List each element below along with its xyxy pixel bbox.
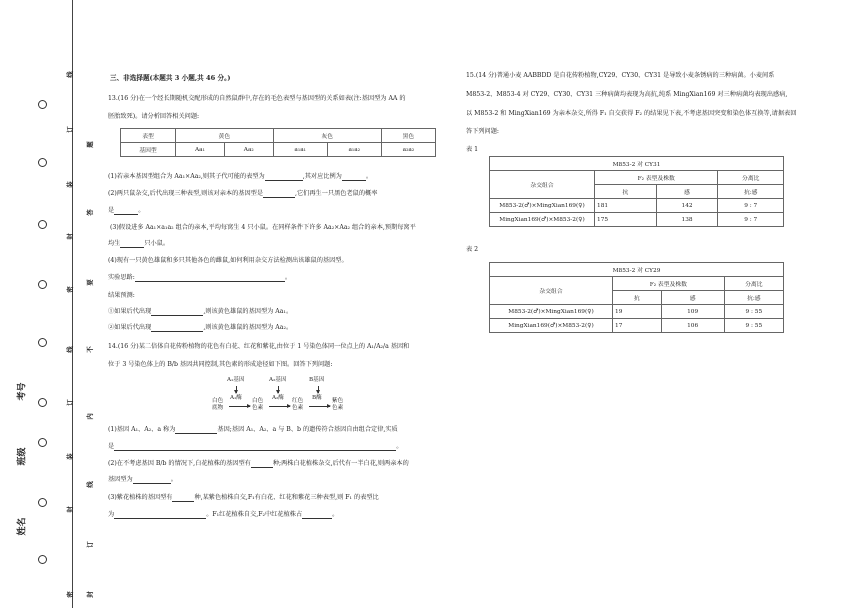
- q15-intro-3: 以 M853-2 和 MingXian169 为亲本杂交,所得 F₁ 自交获得 F₂ 的结果见下表,不考虑基因突变和染色体互换等,请据表回: [466, 110, 797, 117]
- q13-part3: (3)假设进多 Aa₁×a₁a₂ 组合的亲本,平均每窝生 4 只小鼠。在同样条件下许多 Aa₂×Aa₂ 组合的亲本,预期每窝平: [110, 224, 416, 231]
- q13-part1: (1)若亲本基因型组合为 Aa₁×Aa₂,则其子代可能的表型为 ,其对应比例为 。: [108, 173, 373, 180]
- table-cell: Aa₂: [224, 143, 273, 157]
- q13-intro-2: 胚胎致死)。请分析回答相关问题:: [108, 113, 200, 120]
- table2-label: 表 2: [466, 246, 479, 253]
- gene-a2: A₂基因: [269, 377, 287, 383]
- table-cell: 109: [661, 305, 724, 319]
- table-header: F₂ 表型及株数: [595, 171, 718, 185]
- arrow-down: [318, 386, 319, 393]
- answer-blank[interactable]: [135, 275, 285, 282]
- table-header: 分离比: [724, 277, 783, 291]
- q13-intro-1: 13.(16 分)在一个经长期随机交配形成的自然鼠群中,存在的毛色表型与基因型的关系如表(注:基因型为 AA 的: [108, 95, 406, 102]
- arrow-right: [229, 406, 250, 407]
- table-cell: 9 : 7: [718, 199, 784, 213]
- table-cell: a₁a₂: [327, 143, 381, 157]
- answer-blank[interactable]: [120, 241, 144, 248]
- q13-result-2: ②如果后代出现 ,则该黄色雄鼠的基因型为 Aa₂。: [108, 324, 293, 331]
- arrow-down: [236, 386, 237, 393]
- q13-part2-cont: 是 。: [108, 207, 145, 214]
- seal-char: 装: [65, 181, 74, 188]
- binding-hole: [38, 220, 47, 229]
- margin-char: 题: [85, 141, 94, 148]
- q14-intro-2: 位于 3 号染色体上的 B/b 基因共同控制,其色素的形成途径如下图。回答下列问题:: [108, 361, 333, 368]
- q14-part2-cont: 基因型为 。: [108, 476, 177, 483]
- q13-part4: (4)现有一只黄色雄鼠和多只其他各色的雌鼠,如何利用杂交方法检测出该雄鼠的基因型。: [108, 257, 348, 264]
- margin-char: 封: [85, 591, 94, 598]
- seal-char: 装: [65, 453, 74, 460]
- table-cell: 9 : 55: [724, 319, 783, 333]
- seal-char: 线: [65, 71, 74, 78]
- table-title: M853-2 对 CY31: [490, 157, 784, 171]
- q14-part1: (1)基因 A₁、A₂、a 称为 基因;基因 A₁、A₂、a 与 B、b 的遗传符合基因自由组合定律,实质: [108, 426, 398, 433]
- margin-char: 内: [85, 413, 94, 420]
- table-row: [490, 213, 784, 227]
- q13-result-1: ①如果后代出现 ,则该黄色雄鼠的基因型为 Aa₁。: [108, 308, 293, 315]
- table-cell: 表型: [121, 129, 176, 143]
- seal-char: 订: [65, 126, 74, 133]
- arrow-down: [278, 386, 279, 393]
- purple-pigment: 紫色 色素: [332, 398, 344, 411]
- table-cell: 灰色: [273, 129, 381, 143]
- white-substrate: 白色 底物: [212, 398, 224, 411]
- q14-part3-cont: 为 。F₁红花植株自交,F₂中红花植株占 。: [108, 511, 339, 518]
- table-cell: 19: [613, 305, 662, 319]
- margin-char: 答: [85, 209, 94, 216]
- table-header: F₂ 表型及株数: [613, 277, 725, 291]
- seal-char: 封: [65, 233, 74, 240]
- seal-char: 密: [65, 591, 74, 598]
- table-cell: 181: [595, 199, 657, 213]
- table1-label: 表 1: [466, 146, 479, 153]
- gene-b: B基因: [309, 377, 325, 383]
- answer-blank[interactable]: [265, 174, 303, 181]
- table-row: [490, 319, 784, 333]
- answer-blank[interactable]: [175, 427, 217, 434]
- table-header: 抗:感: [724, 291, 783, 305]
- answer-blank[interactable]: [114, 444, 396, 451]
- binding-line: [72, 0, 73, 608]
- answer-blank[interactable]: [172, 495, 194, 502]
- q14-part2: (2)在不考虑基因 B/b 的情况下,白花植株的基因型有 种;两株白花植株杂交,后代有一半白花,则两亲本的: [108, 460, 409, 467]
- white-pigment: 白色 色素: [252, 398, 264, 411]
- table-cell: Aa₁: [176, 143, 225, 157]
- answer-blank[interactable]: [114, 208, 138, 215]
- margin-char: 线: [85, 481, 94, 488]
- table-header: 分离比: [718, 171, 784, 185]
- binding-hole: [38, 398, 47, 407]
- arrow-right: [269, 406, 290, 407]
- q13-genotype-table: [120, 128, 436, 157]
- q13-prediction: 结果预测:: [108, 292, 135, 299]
- q14-part1-cont: 是 。: [108, 443, 403, 450]
- exam-number-label: 考号: [17, 382, 28, 401]
- table-title: M853-2 对 CY29: [490, 263, 784, 277]
- table-cell: a₂a₂: [381, 143, 435, 157]
- table-cell: 9 : 7: [718, 213, 784, 227]
- table-cell: 黑色: [381, 129, 435, 143]
- margin-char: 订: [85, 541, 94, 548]
- q15-intro-4: 答下列问题:: [466, 128, 500, 135]
- table-cell: 17: [613, 319, 662, 333]
- margin-char: 不: [85, 346, 94, 353]
- seal-char: 密: [65, 286, 74, 293]
- binding-hole: [38, 100, 47, 109]
- answer-blank[interactable]: [133, 477, 171, 484]
- table-cell: 9 : 55: [724, 305, 783, 319]
- table-cell: M853-2(♂)×MingXian169(♀): [490, 199, 595, 213]
- table-header: 抗: [595, 185, 657, 199]
- answer-blank[interactable]: [302, 512, 332, 519]
- table-cell: 基因型: [121, 143, 176, 157]
- class-label: 班级: [17, 447, 28, 466]
- table-header: 抗: [613, 291, 662, 305]
- seal-char: 订: [65, 399, 74, 406]
- table-cell: M853-2(♂)×MingXian169(♀): [490, 305, 613, 319]
- red-pigment: 红色 色素: [292, 398, 304, 411]
- table-cell: 142: [656, 199, 718, 213]
- answer-blank[interactable]: [251, 461, 273, 468]
- q15-intro-1: 15.(14 分)普通小麦 AABBDD 是自花传粉植物,CY29、CY30、CY31 是导致小麦条锈病的三种病菌。小麦间系: [466, 72, 775, 79]
- table-cell: 黄色: [176, 129, 274, 143]
- table-header: 感: [656, 185, 718, 199]
- enzyme-b: B酶: [312, 395, 322, 401]
- seal-char: 线: [65, 346, 74, 353]
- binding-hole: [38, 498, 47, 507]
- binding-hole: [38, 438, 47, 447]
- answer-blank[interactable]: [114, 512, 206, 519]
- section-title: 三、非选择题(本题共 3 小题,共 46 分。): [110, 74, 231, 82]
- q14-part3: (3)紫花植株的基因型有 种,某紫色植株自交,F₁有白花、红花和紫花三种表型,则 F₁ 的表型比: [108, 494, 379, 501]
- answer-blank[interactable]: [342, 174, 366, 181]
- table-header: 抗:感: [718, 185, 784, 199]
- answer-blank[interactable]: [151, 309, 203, 316]
- q13-part3-cont: 均生 只小鼠。: [108, 240, 170, 247]
- binding-hole: [38, 555, 47, 564]
- table-cell: 106: [661, 319, 724, 333]
- table-row: [490, 305, 784, 319]
- margin-char: 要: [85, 279, 94, 286]
- enzyme-a2: A₂酶: [272, 395, 284, 401]
- table-row: [490, 199, 784, 213]
- table-cell: MingXian169(♂)×M853-2(♀): [490, 319, 613, 333]
- binding-hole: [38, 338, 47, 347]
- q14-intro-1: 14.(16 分)某二倍体自花传粉植物的花色有白花、红花和紫花,由位于 1 号染色体同一位点上的 A₁/A₂/a 基因和: [108, 343, 410, 350]
- binding-hole: [38, 158, 47, 167]
- seal-char: 封: [65, 506, 74, 513]
- q13-part2: (2)两只鼠杂交,后代出现三种表型,则该对亲本的基因型是 ,它们再生一只黑色老鼠的概率: [108, 190, 378, 197]
- table-cell: a₁a₁: [273, 143, 327, 157]
- gene-a1: A₁基因: [227, 377, 245, 383]
- q13-idea: 实验思路: 。: [108, 274, 292, 281]
- table-header: 杂交组合: [490, 171, 595, 199]
- q15-intro-2: M853-2、M853-4 对 CY29、CY30、CY31 三种病菌均表现为高抗,纯系 MingXian169 对三种病菌均表现出感病,: [466, 91, 788, 98]
- table-header: 杂交组合: [490, 277, 613, 305]
- answer-blank[interactable]: [263, 191, 295, 198]
- table-cell: 175: [595, 213, 657, 227]
- enzyme-a1: A₁酶: [230, 395, 242, 401]
- binding-hole: [38, 280, 47, 289]
- answer-blank[interactable]: [151, 325, 203, 332]
- table-header: 感: [661, 291, 724, 305]
- name-label: 姓名: [17, 517, 28, 536]
- q15-table-1: [489, 156, 784, 227]
- table-cell: MingXian169(♂)×M853-2(♀): [490, 213, 595, 227]
- arrow-right: [309, 406, 330, 407]
- q15-table-2: [489, 262, 784, 333]
- table-cell: 138: [656, 213, 718, 227]
